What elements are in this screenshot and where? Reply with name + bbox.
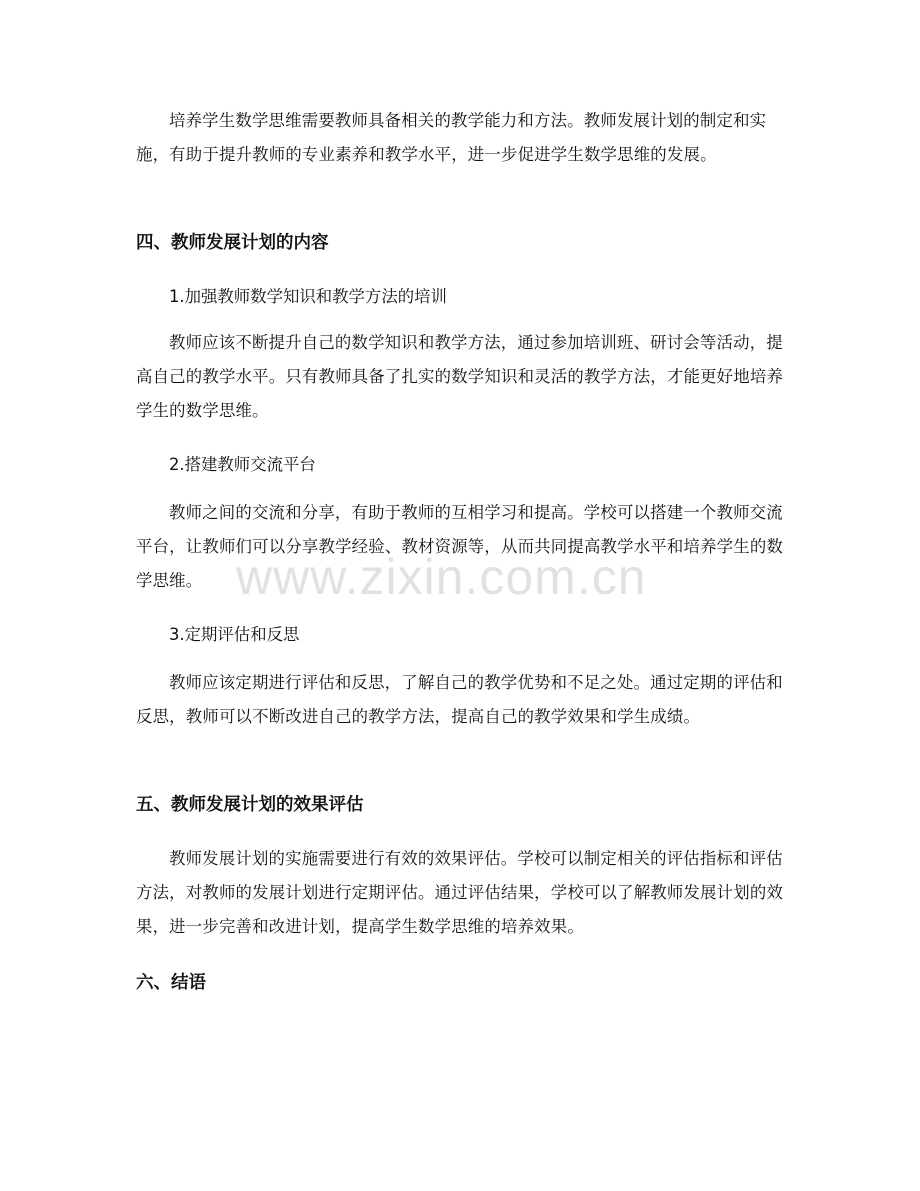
section-heading: 四、教师发展计划的内容 (136, 233, 329, 253)
item-3-text-block (136, 666, 784, 734)
item-3-title-block (136, 618, 784, 652)
section-heading: 五、教师发展计划的效果评估 (136, 795, 364, 815)
section-5-heading-block (136, 788, 784, 822)
item-paragraph: 教师应该不断提升自己的数学知识和教学方法，通过参加培训班、研讨会等活动，提高自己的教学水平。只有教师具备了扎实的数学知识和灵活的教学方法，才能更好地培养学生的数学思维。 (136, 333, 784, 420)
intro-paragraph: 培养学生数学思维需要教师具备相关的教学能力和方法。教师发展计划的制定和实施，有助于提升教师的专业素养和教学水平，进一步促进学生数学思维的发展。 (136, 111, 767, 164)
section-6-heading-block (136, 966, 784, 1000)
intro-block (136, 104, 784, 172)
watermark: www.zixin.com.cn (236, 549, 647, 605)
item-1-text-block (136, 326, 784, 428)
section-5-text-block (136, 842, 784, 944)
item-paragraph: 教师应该定期进行评估和反思，了解自己的教学优势和不足之处。通过定期的评估和反思，教师可以不断改进自己的教学方法，提高自己的教学效果和学生成绩。 (136, 673, 783, 726)
section-paragraph: 教师发展计划的实施需要进行有效的效果评估。学校可以制定相关的评估指标和评估方法，对教师的发展计划进行定期评估。通过评估结果，学校可以了解教师发展计划的效果，进一步完善和改进计划，提高学生数学思维的培养效果。 (136, 849, 784, 936)
item-2-title-block (136, 448, 784, 482)
item-2-text-block (136, 496, 784, 598)
item-paragraph: 教师之间的交流和分享，有助于教师的互相学习和提高。学校可以搭建一个教师交流平台，让教师们可以分享教学经验、教材资源等，从而共同提高教学水平和培养学生的数学思维。 (136, 503, 784, 590)
item-title: 1.加强教师数学知识和教学方法的培训 (169, 287, 447, 306)
section-heading: 六、结语 (136, 973, 206, 993)
section-4-heading-block (136, 226, 784, 260)
item-1-title-block (136, 280, 784, 314)
item-title: 3.定期评估和反思 (169, 625, 300, 644)
item-title: 2.搭建教师交流平台 (169, 455, 316, 474)
